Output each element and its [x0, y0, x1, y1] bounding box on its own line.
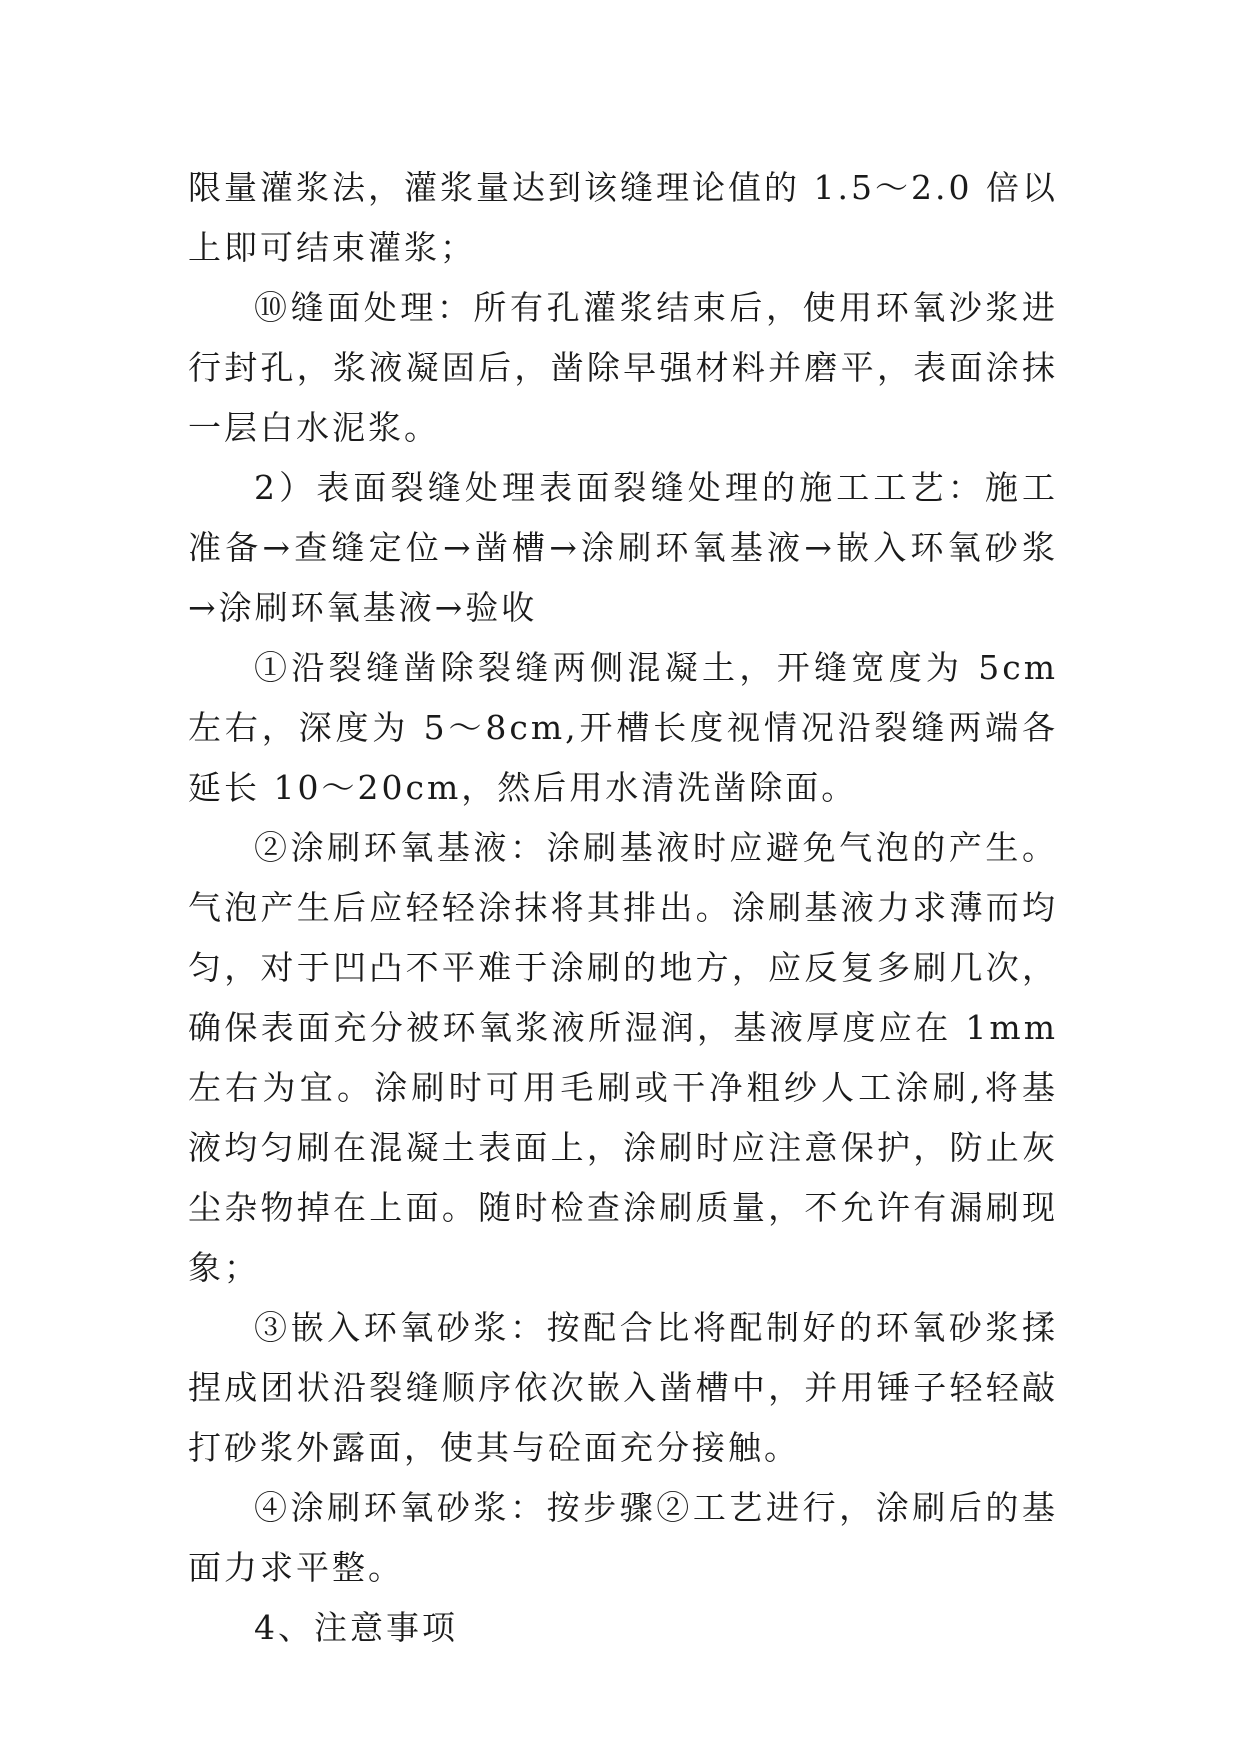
section-heading-precautions: 4、注意事项 [254, 1608, 458, 1647]
paragraph-step-1-chiseling: ①沿裂缝凿除裂缝两侧混凝土，开缝宽度为 5cm 左右，深度为 5～8cm,开槽长度视情况沿裂缝两端各延长 10～20cm，然后用水清洗凿除面。 [188, 648, 1072, 807]
paragraph-seam-surface-treatment: ⑩缝面处理：所有孔灌浆结束后，使用环氧沙浆进行封孔，浆液凝固后，凿除早强材料并磨平，表面涂抹一层白水泥浆。 [188, 288, 1058, 447]
paragraph-surface-crack-process: 2）表面裂缝处理表面裂缝处理的施工工艺：施工准备→查缝定位→凿槽→涂刷环氧基液→嵌入环氧砂浆→涂刷环氧基液→验收 [188, 468, 1058, 627]
document-body [188, 158, 1072, 1658]
paragraph-step-2-epoxy-base: ②涂刷环氧基液：涂刷基液时应避免气泡的产生。气泡产生后应轻轻涂抹将其排出。涂刷基液力求薄而均匀，对于凹凸不平难于涂刷的地方，应反复多刷几次，确保表面充分被环氧浆液所湿润，基液厚度应在 1mm 左右为宜。涂刷时可用毛刷或干净粗纱人工涂刷,将基液均匀刷在混凝土表面上，涂刷时应注意保护，防止灰尘杂物掉在上面。随时检查涂刷质量，不允许有漏刷现象； [188, 828, 1072, 1287]
paragraph-grouting-end: 限量灌浆法，灌浆量达到该缝理论值的 1.5～2.0 倍以上即可结束灌浆； [188, 168, 1058, 267]
paragraph-step-3-epoxy-mortar: ③嵌入环氧砂浆：按配合比将配制好的环氧砂浆揉捏成团状沿裂缝顺序依次嵌入凿槽中，并用锤子轻轻敲打砂浆外露面，使其与砼面充分接触。 [188, 1308, 1058, 1467]
paragraph-step-4-epoxy-coating: ④涂刷环氧砂浆：按步骤②工艺进行，涂刷后的基面力求平整。 [188, 1488, 1058, 1587]
